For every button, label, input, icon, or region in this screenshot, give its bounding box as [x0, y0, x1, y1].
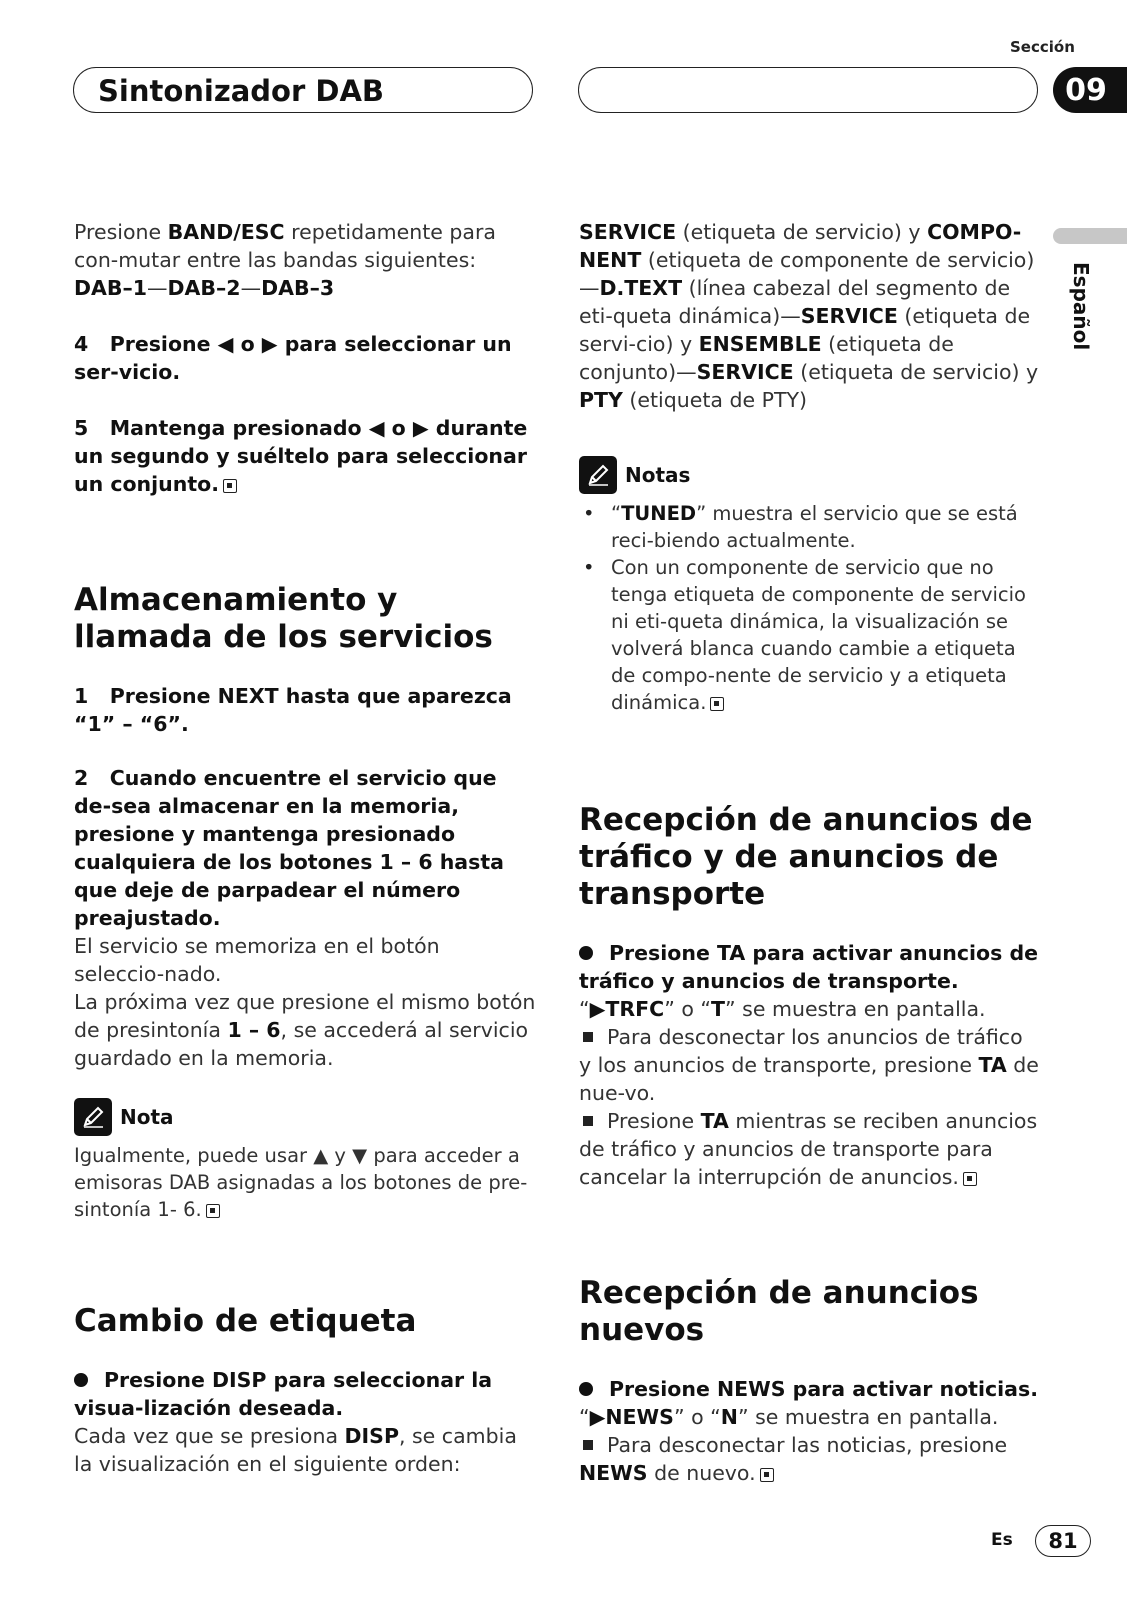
end-mark-icon [710, 697, 724, 711]
display-order-text: SERVICE (etiqueta de servicio) y COMPO-NENT (etiqueta de componente de servicio)—D.TEXT (línea cabezal del segmento de eti-queta dinámica)—SERVICE (etiqueta de servi-cio) y ENSEMBLE (etiqueta de conjunto)—SERVICE (etiqueta de servicio) y PTY (etiqueta de PTY) [579, 220, 1039, 412]
step-2-body-2: La próxima vez que presione el mismo botón de presintonía 1 – 6, se accederá al servicio guardado en la memoria. [74, 990, 536, 1070]
language-tab-bar [1053, 228, 1127, 244]
ta-sub-1: Para desconectar los anuncios de tráfico y los anuncios de transporte, presione TA de nue-vo. [579, 1025, 1039, 1105]
step-4: 4 Presione ◀ o ▶ para seleccionar un ser-vicio. [74, 332, 512, 384]
pencil-note-icon [74, 1098, 112, 1136]
heading-news: Recepción de anuncios nuevos [579, 1275, 979, 1348]
list-item: • Con un componente de servicio que no tenga etiqueta de componente de servicio ni eti-queta dinámica, la visualización se volverá blanca cuando cambie a etiqueta de compo-nente de servicio y a etiqueta dinámica. [579, 554, 1041, 716]
square-bullet-icon [583, 1116, 593, 1126]
ta-body: “▶TRFC” o “T” se muestra en pantalla. [579, 997, 986, 1021]
left-column [74, 218, 536, 1478]
heading-label-change: Cambio de etiqueta [74, 1303, 417, 1339]
band-sequence: DAB–1—DAB–2—DAB–3 [74, 276, 335, 300]
bullet-dot-icon [579, 946, 593, 960]
intro-paragraph: Presione BAND/ESC repetidamente para con-mutar entre las bandas siguientes: [74, 220, 496, 272]
chapter-title: Sintonizador DAB [98, 74, 384, 108]
square-bullet-icon [583, 1032, 593, 1042]
news-step: Presione NEWS para activar noticias. [579, 1375, 1041, 1403]
end-mark-icon [223, 479, 237, 493]
footer-language-code: Es [991, 1530, 1013, 1550]
disp-body: Cada vez que se presiona DISP, se cambia la visualización en el siguiente orden: [74, 1424, 517, 1476]
step-5: 5 Mantenga presionado ◀ o ▶ durante un segundo y suéltelo para seleccionar un conjunto. [74, 416, 528, 496]
heading-memory: Almacenamiento y llamada de los servicios [74, 582, 493, 655]
end-mark-icon [206, 1204, 220, 1218]
news-body: “▶NEWS” o “N” se muestra en pantalla. [579, 1405, 999, 1429]
nota-header [74, 1098, 536, 1136]
language-label: Español [1069, 262, 1093, 351]
heading-traffic: Recepción de anuncios de tráfico y de anuncios de transporte [579, 802, 1033, 912]
right-column [579, 218, 1041, 1487]
step-2-body-1: El servicio se memoriza en el botón seleccio-nado. [74, 934, 440, 986]
disp-step: Presione DISP para seleccionar la visua-lización deseada. [74, 1368, 493, 1420]
step-1: 1 Presione NEXT hasta que aparezca “1” – “6”. [74, 684, 512, 736]
notas-list [579, 500, 1041, 716]
notas-header [579, 456, 1041, 494]
section-number-badge: 09 [1053, 67, 1127, 113]
language-tab [1063, 262, 1093, 372]
chapter-subtitle-box [578, 67, 1038, 113]
pencil-note-icon [579, 456, 617, 494]
ta-sub-2: Presione TA mientras se reciben anuncios de tráfico y anuncios de transporte para cancelar la interrupción de anuncios. [579, 1109, 1038, 1189]
notas-title: Notas [625, 463, 691, 487]
end-mark-icon [963, 1172, 977, 1186]
end-mark-icon [760, 1468, 774, 1482]
news-sub: Para desconectar las noticias, presione NEWS de nuevo. [579, 1433, 1008, 1485]
chapter-title-box [73, 67, 533, 113]
bullet-dot-icon [74, 1373, 88, 1387]
nota-title: Nota [120, 1105, 174, 1129]
ta-step: Presione TA para activar anuncios de tráfico y anuncios de transporte. [579, 941, 1039, 993]
nota-text: Igualmente, puede usar ▲ y ▼ para acceder a emisoras DAB asignadas a los botones de pre-sintonía 1- 6. [74, 1144, 528, 1221]
section-label: Sección [1010, 38, 1075, 56]
step-2: 2 Cuando encuentre el servicio que de-sea almacenar en la memoria, presione y mantenga presionado cualquiera de los botones 1 – 6 hasta que deje de parpadear el número preajustado. [74, 766, 504, 930]
page-number: 81 [1035, 1525, 1091, 1557]
square-bullet-icon [583, 1440, 593, 1450]
list-item: • “TUNED” muestra el servicio que se está reci-biendo actualmente. [579, 500, 1041, 554]
bullet-dot-icon [579, 1382, 593, 1396]
